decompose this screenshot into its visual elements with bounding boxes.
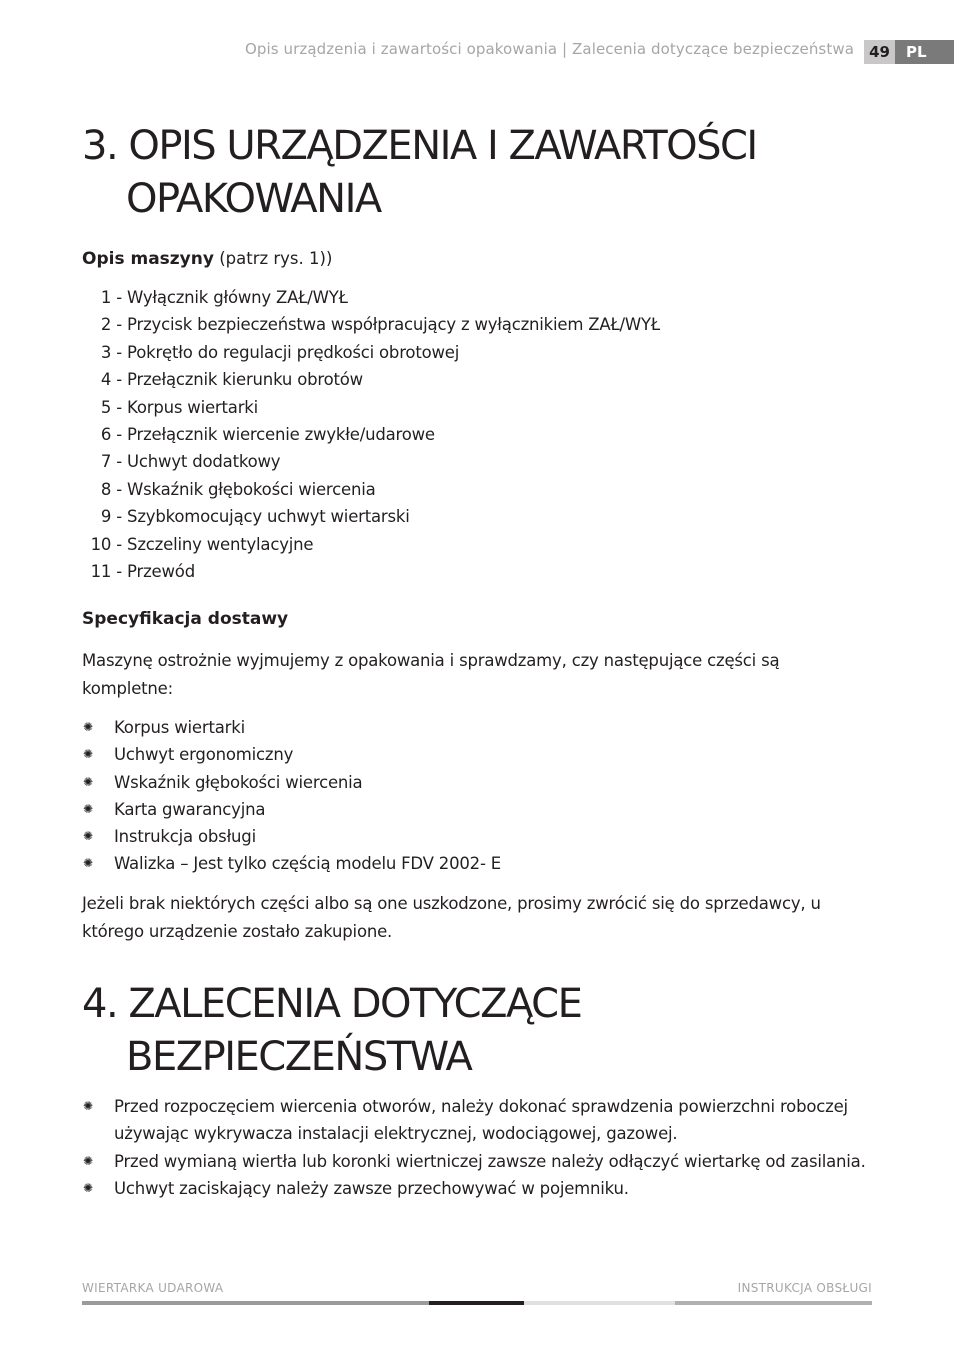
list-item-label: Instrukcja obsługi: [114, 827, 256, 847]
list-item-label: Wskaźnik głębokości wiercenia: [114, 772, 363, 792]
list-item-number: 3 -: [100, 342, 122, 362]
delivery-spec-heading: [82, 609, 288, 629]
section-3-heading-line1: 3. OPIS URZĄDZENIA I ZAWARTOŚCI: [82, 123, 757, 169]
list-item-number: 6 -: [100, 424, 122, 444]
gear-bullet-icon: ✺: [83, 774, 93, 789]
gear-bullet-icon: ✺: [83, 856, 93, 871]
list-item-label: Wyłącznik główny ZAŁ/WYŁ: [127, 288, 348, 307]
list-item-label: Szybkomocujący uchwyt wiertarski: [127, 507, 410, 527]
list-item: [82, 1093, 872, 1148]
list-item-label: Przed wymianą wiertła lub koronki wiertniczej zawsze należy odłączyć wiertarkę od zasilania.: [114, 1151, 866, 1171]
list-item: [82, 741, 872, 768]
list-item: [82, 1175, 872, 1202]
section-3-heading-line2: OPAKOWANIA: [126, 176, 381, 222]
delivery-items-list: [82, 714, 872, 878]
list-item: [82, 558, 660, 585]
list-item-number: 7 -: [100, 452, 122, 472]
gear-bullet-icon: ✺: [83, 1180, 93, 1195]
running-header-title: Opis urządzenia i zawartości opakowania | Zalecenia dotyczące bezpieczeństwa: [244, 40, 854, 58]
list-item-label: Korpus wiertarki: [127, 397, 259, 417]
gear-bullet-icon: ✺: [83, 720, 93, 734]
list-item: [82, 366, 660, 393]
list-item: [82, 311, 660, 338]
list-item-number: 11 -: [90, 561, 122, 581]
footer-divider-segment: [82, 1301, 429, 1305]
safety-items-list: [82, 1093, 872, 1202]
delivery-intro-text: Maszynę ostrożnie wyjmujemy z opakowania i sprawdzamy, czy następujące części są kompletne:: [82, 651, 780, 698]
parts-list: [82, 284, 660, 585]
list-item-label: Wskaźnik głębokości wiercenia: [127, 479, 376, 499]
list-item-number: 1 -: [100, 288, 122, 307]
list-item: [82, 284, 660, 311]
section-4-heading: [82, 978, 581, 1084]
machine-description-heading: [82, 249, 332, 269]
list-item: [82, 421, 660, 448]
list-item-label: Przed rozpoczęciem wiercenia otworów, należy dokonać sprawdzenia powierzchni roboczej używając wykrywacza instalacji elektrycznej, wodociągowej, gazowej.: [114, 1097, 848, 1144]
page-number: 49: [864, 40, 895, 64]
list-item-number: 8 -: [100, 479, 122, 499]
gear-bullet-icon: ✺: [83, 829, 93, 844]
list-item: [82, 448, 660, 475]
delivery-spec-label: Specyfikacja dostawy: [82, 609, 289, 629]
language-badge: PL: [895, 40, 954, 64]
gear-bullet-icon: ✺: [83, 1153, 93, 1168]
section-4-heading-line2: BEZPIECZEŃSTWA: [126, 1034, 472, 1080]
list-item: [82, 714, 872, 741]
list-item: [82, 1148, 872, 1175]
list-item-label: Pokrętło do regulacji prędkości obrotowej: [127, 342, 460, 362]
list-item-label: Uchwyt dodatkowy: [127, 452, 281, 472]
footer-divider-segment: [524, 1301, 675, 1305]
list-item-label: Przewód: [127, 561, 195, 581]
list-item-number: 4 -: [100, 370, 122, 390]
list-item: [82, 823, 872, 850]
list-item-label: Szczeliny wentylacyjne: [127, 534, 314, 554]
footer-divider-segment: [429, 1301, 524, 1305]
list-item-label: Korpus wiertarki: [114, 718, 245, 737]
list-item: [82, 394, 660, 421]
list-item-label: Walizka – Jest tylko częścią modelu FDV 2002- E: [114, 854, 501, 874]
machine-description-note: (patrz rys. 1)): [213, 249, 333, 268]
footer-product-name: WIERTARKA UDAROWA: [82, 1281, 224, 1295]
list-item-label: Karta gwarancyjna: [114, 799, 266, 819]
list-item: [82, 503, 660, 530]
list-item-number: 2 -: [100, 315, 122, 335]
section-3-heading: [82, 120, 757, 226]
list-item-label: Uchwyt ergonomiczny: [114, 745, 294, 765]
gear-bullet-icon: ✺: [83, 1099, 93, 1113]
machine-description-label: Opis maszyny: [82, 249, 214, 269]
list-item-label: Przełącznik kierunku obrotów: [127, 370, 363, 390]
list-item: [82, 531, 660, 558]
list-item-number: 9 -: [100, 507, 122, 527]
list-item: [82, 339, 660, 366]
list-item: [82, 850, 872, 877]
gear-bullet-icon: ✺: [83, 801, 93, 816]
footer-doc-type: INSTRUKCJA OBSŁUGI: [737, 1281, 872, 1295]
gear-bullet-icon: ✺: [83, 747, 93, 762]
list-item-number: 10 -: [90, 534, 122, 554]
section-4-heading-line1: 4. ZALECENIA DOTYCZĄCE: [82, 981, 582, 1027]
delivery-note-text: Jeżeli brak niektórych części albo są one uszkodzone, prosimy zwrócić się do sprzedawcy, u którego urządzenie zostało zakupione.: [82, 894, 821, 941]
footer-divider: [82, 1301, 872, 1305]
list-item: [82, 769, 872, 796]
list-item: [82, 796, 872, 823]
list-item-label: Uchwyt zaciskający należy zawsze przechowywać w pojemniku.: [114, 1178, 629, 1198]
list-item-label: Przycisk bezpieczeństwa współpracujący z wyłącznikiem ZAŁ/WYŁ: [127, 315, 660, 335]
list-item-label: Przełącznik wiercenie zwykłe/udarowe: [127, 424, 435, 444]
list-item-number: 5 -: [100, 397, 122, 417]
footer-divider-segment: [675, 1301, 872, 1305]
list-item: [82, 476, 660, 503]
